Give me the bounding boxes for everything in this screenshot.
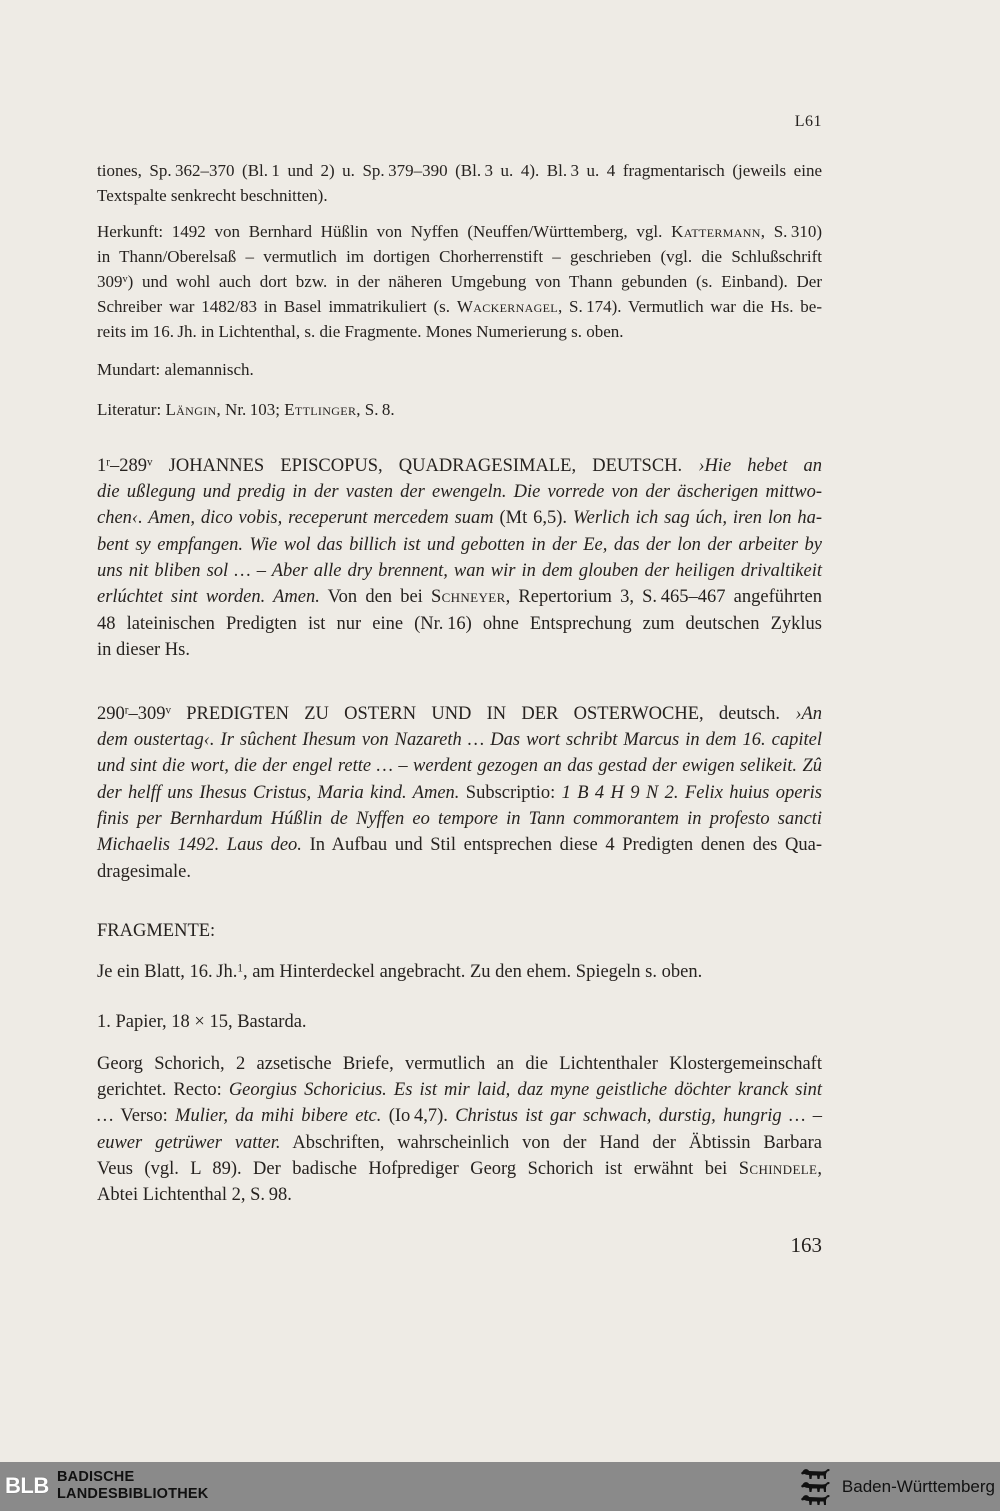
text-line (97, 832, 822, 858)
italic-text-run: Werlich ich sag úch, iren lon ha- (572, 508, 822, 529)
text-run: Georg Schorich, 2 azsetische Briefe, vermutlich an die Lichtenthaler Klostergemeinschaft (97, 1053, 822, 1074)
text-run: Literatur: (97, 399, 166, 419)
text-line (97, 637, 822, 663)
text-run: Subscriptio: (459, 782, 562, 803)
text-line (97, 397, 822, 422)
small-caps-name: Kattermann (671, 221, 761, 241)
text-line (97, 1156, 822, 1182)
text-run: , S. 8. (356, 399, 395, 419)
text-run: , am Hinterdeckel angebracht. Zu den ehem. Spiegeln s. oben. (242, 961, 703, 982)
text-run: In Aufbau und Stil entsprechen diese 4 Predigten denen des Qua- (301, 835, 823, 856)
italic-text-run: chen‹. Amen, dico vobis, receperunt mercedem suam (97, 508, 494, 529)
literature-line (97, 397, 822, 422)
lion-icon (801, 1494, 830, 1504)
superscript-mark: 1 (237, 962, 243, 975)
fragment-1-description (97, 1051, 822, 1209)
text-run: (Mt 6,5). (493, 508, 573, 529)
text-line (97, 558, 822, 584)
text-line (97, 806, 822, 832)
text-line (97, 1130, 822, 1156)
text-run: FRAGMENTE: (97, 920, 216, 941)
text-line (97, 1182, 822, 1208)
item-2-entry (97, 701, 822, 885)
text-line (97, 357, 822, 382)
text-run: ) und wohl auch dort bzw. in der näheren Umgebung von Thann gebunden (s. Einband). Der (127, 271, 822, 291)
text-run: dragesimale. (97, 861, 191, 882)
small-caps-name: Wackernagel (456, 296, 558, 316)
text-run: , Repertorium 3, S. 465–467 angeführten (505, 587, 822, 608)
italic-text-run: bent sy empfangen. Wie wol das billich ist und gebotten in der Ee, das der lon der arbeiter by (97, 534, 822, 555)
text-run: Textspalte senkrecht beschnitten). (97, 185, 328, 205)
small-caps-name: Längin (165, 399, 217, 419)
text-run: Verso: (113, 1106, 176, 1127)
text-run: Herkunft: 1492 von Bernhard Hüßlin von Nyffen (Neuffen/Württemberg, vgl. (97, 221, 672, 241)
text-run: , S. 310) (760, 221, 822, 241)
fragment-1-header (97, 1009, 822, 1035)
text-line (97, 753, 822, 779)
text-line (97, 183, 822, 208)
superscript-mark: v (146, 456, 153, 469)
extent-note (97, 158, 822, 208)
small-caps-name: Schindele (738, 1158, 818, 1179)
text-run: Mundart: alemannisch. (97, 359, 254, 379)
three-lions-icon (799, 1467, 833, 1507)
library-name[interactable] (57, 1469, 208, 1503)
text-line (97, 269, 822, 294)
text-line (97, 1077, 822, 1103)
small-caps-name: Schneyer (430, 587, 506, 608)
running-head: L61 (794, 113, 822, 130)
text-run: , S. 174). Vermutlich war die Hs. be- (557, 296, 822, 316)
text-run: –289 (109, 455, 147, 476)
italic-text-run: erlúchtet sint worden. Amen. (97, 587, 320, 608)
text-run: , (817, 1158, 822, 1179)
text-run: Je ein Blatt, 16. Jh. (97, 961, 238, 982)
small-caps-name: Ettlinger (284, 399, 357, 419)
text-line (97, 959, 822, 985)
italic-text-run: euwer getrüwer vatter. (97, 1132, 281, 1153)
text-run: 290 (97, 703, 125, 724)
text-line (97, 611, 822, 637)
italic-text-run: Michaelis 1492. Laus deo. (97, 835, 302, 856)
italic-text-run: ›Hie hebet an (698, 455, 822, 476)
dialect-line (97, 357, 822, 382)
text-run: Schreiber war 1482/83 in Basel immatrikuliert (s. (97, 296, 457, 316)
text-run: 309 (97, 271, 123, 291)
text-run: 48 lateinischen Predigten ist nur eine (Nr. 16) ohne Entsprechung zum deutschen Zyklus (97, 613, 822, 634)
text-line (97, 158, 822, 183)
text-line (97, 1051, 822, 1077)
italic-text-run: 1 B 4 H 9 N 2. Felix huius operis (561, 782, 823, 803)
text-run: –309 (128, 703, 166, 724)
text-run: in Thann/Oberelsaß – vermutlich im dortigen Chorherrenstift – geschrieben (vgl. die Schlußschrift (97, 246, 822, 266)
text-run: gerichtet. Recto: (97, 1080, 229, 1101)
text-line (97, 244, 822, 269)
text-line (97, 532, 822, 558)
text-line (97, 584, 822, 610)
text-line (97, 701, 822, 727)
text-run: , Nr. 103; (216, 399, 285, 419)
text-line (97, 859, 822, 885)
text-line (97, 453, 822, 479)
text-line (97, 294, 822, 319)
text-run: Abschriften, wahrscheinlich von der Hand der Äbtissin Barbara (280, 1132, 822, 1153)
text-line (97, 727, 822, 753)
library-footer-bar (0, 1462, 1000, 1511)
italic-text-run: dem oustertag‹. Ir sûchent Ihesum von Nazareth … Das wort schribt Marcus in dem 16. capitel (97, 730, 822, 751)
text-run: 1. Papier, 18 × 15, Bastarda. (97, 1011, 307, 1032)
text-line (97, 918, 822, 944)
text-line (97, 319, 822, 344)
text-run: reits im 16. Jh. in Lichtenthal, s. die Fragmente. Mones Numerierung s. oben. (97, 321, 624, 341)
text-line (97, 505, 822, 531)
baden-wuerttemberg-brand[interactable] (799, 1466, 995, 1507)
state-name: Baden-Württemberg (841, 1476, 995, 1496)
superscript-mark: v (165, 704, 171, 717)
provenance-paragraph (97, 219, 822, 344)
text-run: 1 (97, 455, 107, 476)
text-line (97, 1009, 822, 1035)
italic-text-run: Christus ist gar schwach, durstig, hungrig … – (455, 1106, 823, 1127)
italic-text-run: ›An (795, 703, 822, 724)
text-run: JOHANNES EPISCOPUS, QUADRAGESIMALE, DEUTSCH. (152, 455, 699, 476)
italic-text-run: uns nit bliben sol … – Aber alle dry brennent, wan wir in dem glouben der heiligen drivaltikeit (97, 560, 822, 581)
text-run: PREDIGTEN ZU OSTERN UND IN DER OSTERWOCHE, deutsch. (171, 703, 796, 724)
text-line (97, 780, 822, 806)
text-run: (Io 4,7). (381, 1106, 456, 1127)
page-number: 163 (790, 1233, 822, 1257)
superscript-mark: r (124, 704, 129, 717)
text-run: in dieser Hs. (97, 639, 190, 660)
blb-logo[interactable]: BLB (5, 1473, 49, 1498)
text-run: Abtei Lichtenthal 2, S. 98. (97, 1185, 292, 1206)
fragments-heading (97, 918, 822, 944)
text-run: tiones, Sp. 362–370 (Bl. 1 und 2) u. Sp. 379–390 (Bl. 3 u. 4). Bl. 3 u. 4 fragmentarisch (jeweils eine (97, 160, 822, 180)
superscript-mark: r (106, 456, 110, 469)
library-name-line-2: LANDESBIBLIOTHEK (57, 1486, 209, 1502)
italic-text-run: der helff uns Ihesus Cristus, Maria kind. Amen. (97, 782, 460, 803)
text-run: Veus (vgl. L 89). Der badische Hofprediger Georg Schorich ist erwähnt bei (97, 1158, 739, 1179)
item-1-entry (97, 453, 822, 663)
italic-text-run: Mulier, da mihi bibere etc. (175, 1106, 382, 1127)
text-run: Von den bei (319, 587, 431, 608)
italic-text-run: Georgius Schoricius. Es ist mir laid, daz myne geistliche döchter kranck sint (228, 1080, 822, 1101)
text-line (97, 219, 822, 244)
text-line (97, 479, 822, 505)
text-line (97, 1103, 822, 1129)
library-name-line-1: BADISCHE (57, 1469, 135, 1485)
lion-icon (801, 1468, 830, 1478)
italic-text-run: die ußlegung und predig in der vasten der ewengeln. Die vorrede von der äscherigen mittwo- (97, 482, 822, 503)
superscript-mark: v (122, 273, 128, 285)
fragments-intro (97, 959, 822, 985)
italic-text-run: und sint die wort, die der engel rette … – werdent gezogen an das gestad der ewigen selikeit. Zû (97, 756, 822, 777)
italic-text-run: … (97, 1106, 114, 1127)
lion-icon (801, 1481, 830, 1491)
italic-text-run: finis per Bernhardum Húßlin de Nyffen eo tempore in Tann commorantem in profesto sancti (97, 808, 822, 829)
